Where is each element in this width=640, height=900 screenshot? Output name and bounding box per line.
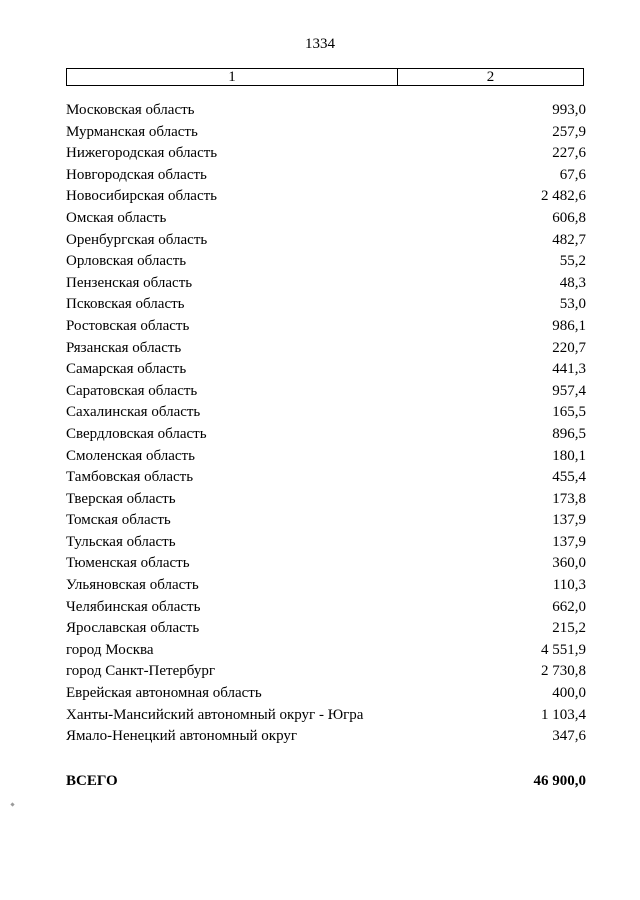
region-value: 220,7 bbox=[552, 339, 586, 356]
table-row bbox=[66, 467, 586, 489]
region-name: Ханты-Мансийский автономный округ - Югра bbox=[66, 706, 364, 723]
region-value: 257,9 bbox=[552, 123, 586, 140]
region-name: Ульяновская область bbox=[66, 577, 199, 594]
region-name: Тюменская область bbox=[66, 555, 190, 572]
region-name: Тверская область bbox=[66, 490, 176, 507]
region-name: Тульская область bbox=[66, 533, 176, 550]
table-row bbox=[66, 316, 586, 338]
region-name: Челябинская область bbox=[66, 598, 201, 615]
table-row bbox=[66, 186, 586, 208]
total-value: 46 900,0 bbox=[533, 773, 586, 789]
region-value: 165,5 bbox=[552, 404, 586, 421]
region-name: Тамбовская область bbox=[66, 469, 194, 486]
region-value: 55,2 bbox=[559, 253, 586, 270]
table-row bbox=[66, 294, 586, 316]
region-name: Смоленская область bbox=[66, 447, 195, 464]
table-row bbox=[66, 100, 586, 122]
region-value: 173,8 bbox=[552, 490, 586, 507]
table-row bbox=[66, 661, 586, 683]
region-name: Томская область bbox=[66, 512, 171, 529]
table-row bbox=[66, 381, 586, 403]
region-name: Новгородская область bbox=[66, 166, 207, 183]
region-table bbox=[66, 100, 586, 748]
table-row bbox=[66, 553, 586, 575]
region-value: 215,2 bbox=[552, 620, 586, 637]
region-name: Самарская область bbox=[66, 361, 187, 378]
region-value: 180,1 bbox=[552, 447, 586, 464]
table-row bbox=[66, 251, 586, 273]
region-value: 957,4 bbox=[552, 382, 586, 399]
table-row bbox=[66, 597, 586, 619]
region-value: 986,1 bbox=[552, 317, 586, 334]
column-header-2: 2 bbox=[486, 69, 495, 85]
region-name: Сахалинская область bbox=[66, 404, 201, 421]
region-value: 67,6 bbox=[559, 166, 586, 183]
region-name: Саратовская область bbox=[66, 382, 198, 399]
region-name: Свердловская область bbox=[66, 425, 207, 442]
region-value: 482,7 bbox=[552, 231, 586, 248]
region-value: 993,0 bbox=[552, 102, 586, 118]
region-value: 227,6 bbox=[552, 145, 586, 162]
table-row bbox=[66, 618, 586, 640]
region-value: 400,0 bbox=[552, 685, 586, 702]
region-value: 137,9 bbox=[552, 512, 586, 529]
table-row bbox=[66, 489, 586, 511]
table-row bbox=[66, 575, 586, 597]
table-row bbox=[66, 143, 586, 165]
region-value: 606,8 bbox=[552, 209, 586, 226]
table-row bbox=[66, 640, 586, 662]
table-row bbox=[66, 338, 586, 360]
region-name: Новосибирская область bbox=[66, 188, 218, 205]
page-number: 1334 bbox=[305, 36, 335, 52]
region-name: город Санкт-Петербург bbox=[66, 663, 215, 680]
region-value: 48,3 bbox=[559, 274, 586, 291]
region-name: город Москва bbox=[66, 641, 154, 658]
region-name: Нижегородская область bbox=[66, 145, 218, 162]
region-value: 4 551,9 bbox=[541, 641, 586, 658]
region-name: Рязанская область bbox=[66, 339, 182, 356]
total-label: ВСЕГО bbox=[66, 773, 118, 789]
region-value: 1 103,4 bbox=[541, 706, 586, 723]
region-name: Мурманская область bbox=[66, 123, 198, 140]
region-value: 441,3 bbox=[552, 361, 586, 378]
region-value: 2 482,6 bbox=[541, 188, 586, 205]
region-name: Орловская область bbox=[66, 253, 187, 270]
table-row bbox=[66, 359, 586, 381]
region-name: Пензенская область bbox=[66, 274, 193, 291]
table-row bbox=[66, 532, 586, 554]
table-row bbox=[66, 165, 586, 187]
region-value: 896,5 bbox=[552, 425, 586, 442]
region-name: Омская область bbox=[66, 209, 167, 226]
table-row bbox=[66, 726, 586, 748]
table-row bbox=[66, 705, 586, 727]
table-row bbox=[66, 402, 586, 424]
region-name: Московская область bbox=[66, 102, 195, 118]
region-value: 662,0 bbox=[552, 598, 586, 615]
region-value: 53,0 bbox=[559, 296, 586, 313]
table-row bbox=[66, 424, 586, 446]
region-name: Оренбургская область bbox=[66, 231, 208, 248]
region-name: Еврейская автономная область bbox=[66, 685, 262, 702]
region-value: 137,9 bbox=[552, 533, 586, 550]
column-header-1: 1 bbox=[67, 69, 398, 85]
region-value: 360,0 bbox=[552, 555, 586, 572]
region-value: 2 730,8 bbox=[541, 663, 586, 680]
region-name: Псковская область bbox=[66, 296, 185, 313]
table-row bbox=[66, 446, 586, 468]
table-row bbox=[66, 273, 586, 295]
scan-speck bbox=[10, 802, 14, 806]
total-row bbox=[66, 770, 586, 792]
table-row bbox=[66, 230, 586, 252]
column-header-row bbox=[66, 68, 584, 86]
region-value: 347,6 bbox=[552, 728, 586, 745]
region-value: 455,4 bbox=[552, 469, 586, 486]
region-name: Ямало-Ненецкий автономный округ bbox=[66, 728, 298, 745]
table-row bbox=[66, 683, 586, 705]
table-row bbox=[66, 510, 586, 532]
region-value: 110,3 bbox=[552, 577, 586, 594]
table-row bbox=[66, 122, 586, 144]
table-row bbox=[66, 208, 586, 230]
region-name: Ярославская область bbox=[66, 620, 200, 637]
region-name: Ростовская область bbox=[66, 317, 190, 334]
